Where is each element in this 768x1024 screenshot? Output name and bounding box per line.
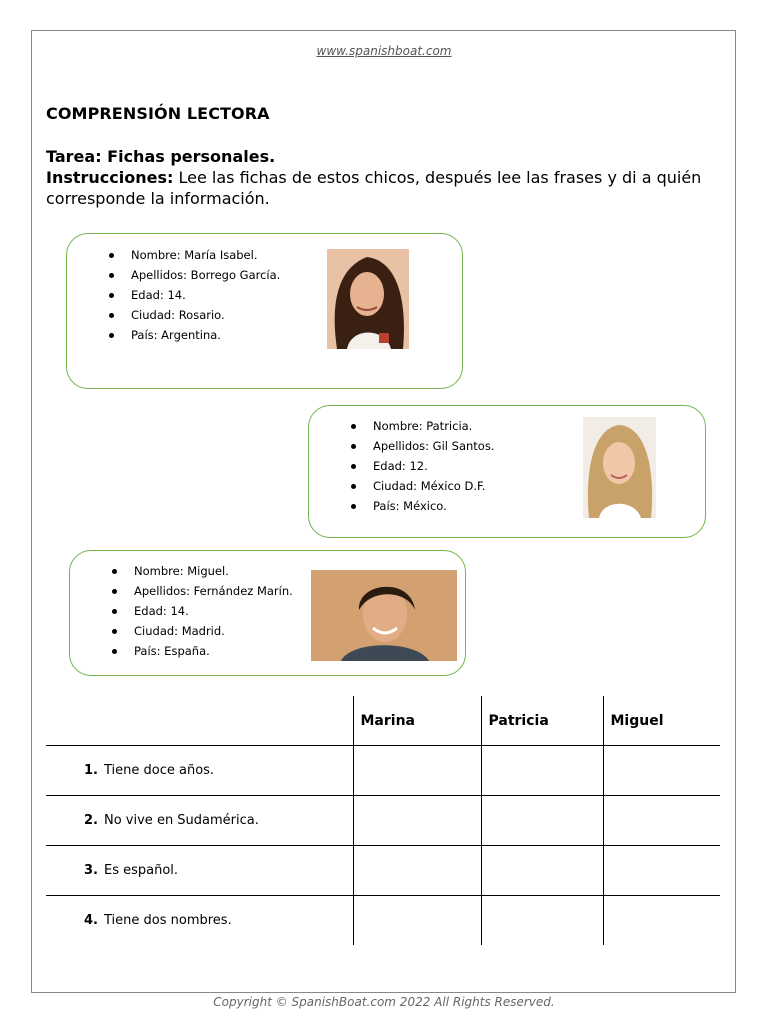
profile-photo — [327, 249, 409, 349]
answer-cell-patricia[interactable] — [481, 846, 603, 896]
question-number: 4. — [84, 913, 98, 928]
answer-table — [46, 696, 720, 945]
profile-photo — [583, 417, 656, 518]
profile-item: Apellidos: Fernández Marín. — [110, 581, 293, 601]
answer-cell-miguel[interactable] — [603, 846, 720, 896]
question-text: No vive en Sudamérica. — [104, 813, 259, 828]
profile-item: País: México. — [349, 496, 494, 516]
table-header-marina: Marina — [353, 696, 481, 746]
answer-cell-marina[interactable] — [353, 846, 481, 896]
answer-cell-miguel[interactable] — [603, 746, 720, 796]
instructions — [46, 167, 726, 209]
profile-list — [110, 561, 293, 661]
table-header-patricia: Patricia — [481, 696, 603, 746]
profile-list — [349, 416, 494, 516]
profile-item: Edad: 12. — [349, 456, 494, 476]
page-title: COMPRENSIÓN LECTORA — [46, 104, 270, 123]
answer-cell-patricia[interactable] — [481, 896, 603, 946]
profile-item: Apellidos: Gil Santos. — [349, 436, 494, 456]
profile-list — [107, 245, 280, 345]
answer-cell-patricia[interactable] — [481, 746, 603, 796]
profile-item: País: España. — [110, 641, 293, 661]
table-row — [46, 896, 720, 946]
profile-item: País: Argentina. — [107, 325, 280, 345]
profile-item: Nombre: Patricia. — [349, 416, 494, 436]
answer-cell-miguel[interactable] — [603, 796, 720, 846]
profile-item: Edad: 14. — [107, 285, 280, 305]
question-number: 3. — [84, 863, 98, 878]
question-number: 2. — [84, 813, 98, 828]
profile-card-maria — [66, 233, 463, 389]
profile-photo — [311, 570, 457, 661]
profile-item: Edad: 14. — [110, 601, 293, 621]
instructions-label: Instrucciones: — [46, 168, 174, 187]
profile-card-patricia — [308, 405, 706, 538]
task-label: Tarea: Fichas personales. — [46, 147, 276, 166]
question-cell — [46, 896, 353, 946]
answer-cell-marina[interactable] — [353, 796, 481, 846]
table-row — [46, 846, 720, 896]
question-cell — [46, 846, 353, 896]
site-url-link[interactable]: www.spanishboat.com — [316, 44, 452, 58]
table-header-blank — [46, 696, 353, 746]
profile-item: Ciudad: México D.F. — [349, 476, 494, 496]
question-cell — [46, 796, 353, 846]
task-block — [46, 146, 726, 209]
answer-cell-miguel[interactable] — [603, 896, 720, 946]
table-header-miguel: Miguel — [603, 696, 720, 746]
answer-cell-marina[interactable] — [353, 746, 481, 796]
table-header-row — [46, 696, 720, 746]
question-cell — [46, 746, 353, 796]
profile-item: Ciudad: Madrid. — [110, 621, 293, 641]
copyright-footer: Copyright © SpanishBoat.com 2022 All Rights Reserved. — [213, 995, 555, 1009]
answer-cell-patricia[interactable] — [481, 796, 603, 846]
table-row — [46, 796, 720, 846]
question-text: Tiene dos nombres. — [104, 913, 232, 928]
instructions-text: Lee las fichas de estos chicos, después lee las frases y di a quién corresponde la información. — [46, 168, 702, 208]
question-text: Es español. — [104, 863, 179, 878]
profile-item: Apellidos: Borrego García. — [107, 265, 280, 285]
question-number: 1. — [84, 763, 98, 778]
answer-cell-marina[interactable] — [353, 896, 481, 946]
profile-item: Nombre: Miguel. — [110, 561, 293, 581]
profile-item: Nombre: María Isabel. — [107, 245, 280, 265]
question-text: Tiene doce años. — [104, 763, 215, 778]
profile-item: Ciudad: Rosario. — [107, 305, 280, 325]
table-row — [46, 746, 720, 796]
profile-card-miguel — [69, 550, 466, 676]
